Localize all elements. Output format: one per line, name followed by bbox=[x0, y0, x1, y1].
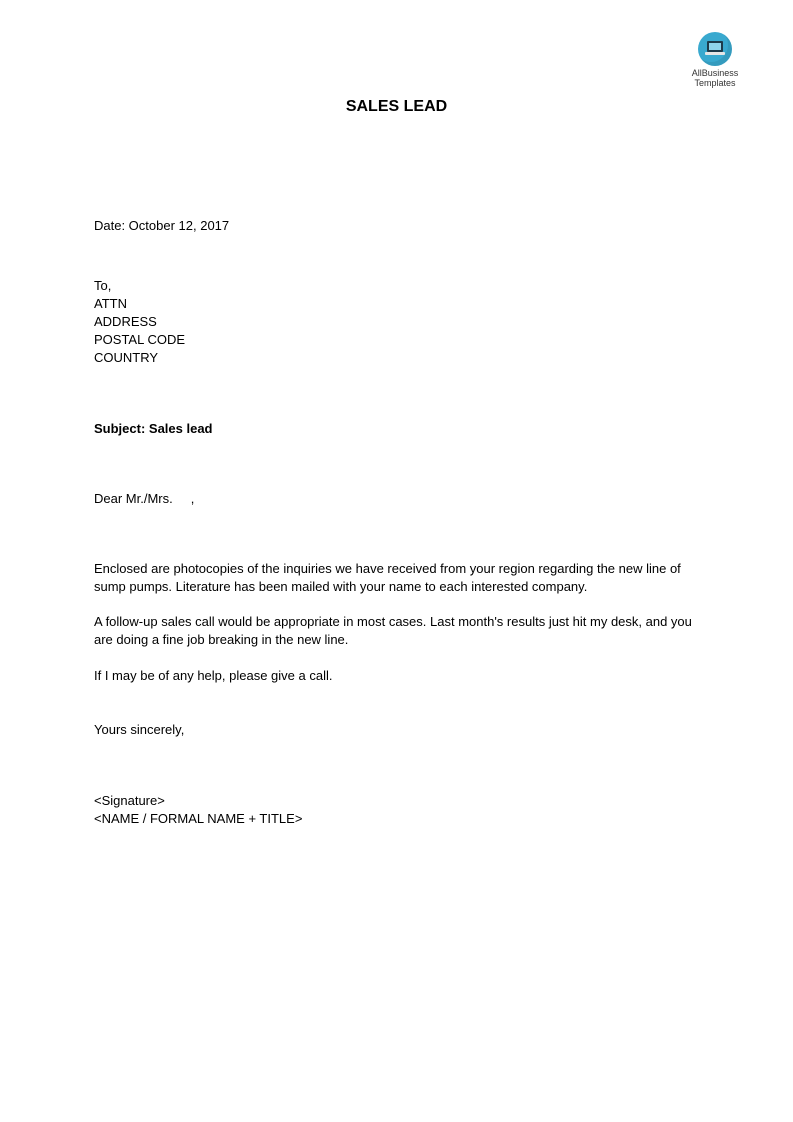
closing: Yours sincerely, bbox=[94, 722, 185, 737]
recipient-postal-code: POSTAL CODE bbox=[94, 332, 186, 347]
date-line: Date: October 12, 2017 bbox=[94, 218, 230, 233]
body-paragraph-1: Enclosed are photocopies of the inquiries we have received from your region regarding the new line of sump pumps. Literature has been mailed with your name to each interested company. bbox=[94, 561, 681, 594]
recipient-country: COUNTRY bbox=[94, 350, 159, 365]
laptop-icon bbox=[698, 32, 732, 66]
logo-text-line1: AllBusiness bbox=[691, 68, 739, 78]
logo-text-line2: Templates bbox=[694, 78, 736, 88]
name-title-placeholder: <NAME / FORMAL NAME + TITLE> bbox=[94, 811, 303, 826]
salutation: Dear Mr./Mrs. , bbox=[94, 491, 195, 506]
brand-logo bbox=[680, 32, 750, 88]
subject-line: Subject: Sales lead bbox=[94, 421, 213, 436]
document-title: SALES LEAD bbox=[345, 98, 448, 115]
recipient-attn: ATTN bbox=[94, 296, 127, 311]
recipient-to: To, bbox=[94, 278, 112, 293]
body-paragraph-3: If I may be of any help, please give a call. bbox=[94, 668, 333, 683]
recipient-address: ADDRESS bbox=[94, 314, 157, 329]
body-paragraph-2: A follow-up sales call would be appropriate in most cases. Last month's results just hit my desk, and you are doing a fine job breaking in the new line. bbox=[94, 614, 692, 647]
signature-placeholder: <Signature> bbox=[94, 793, 165, 808]
